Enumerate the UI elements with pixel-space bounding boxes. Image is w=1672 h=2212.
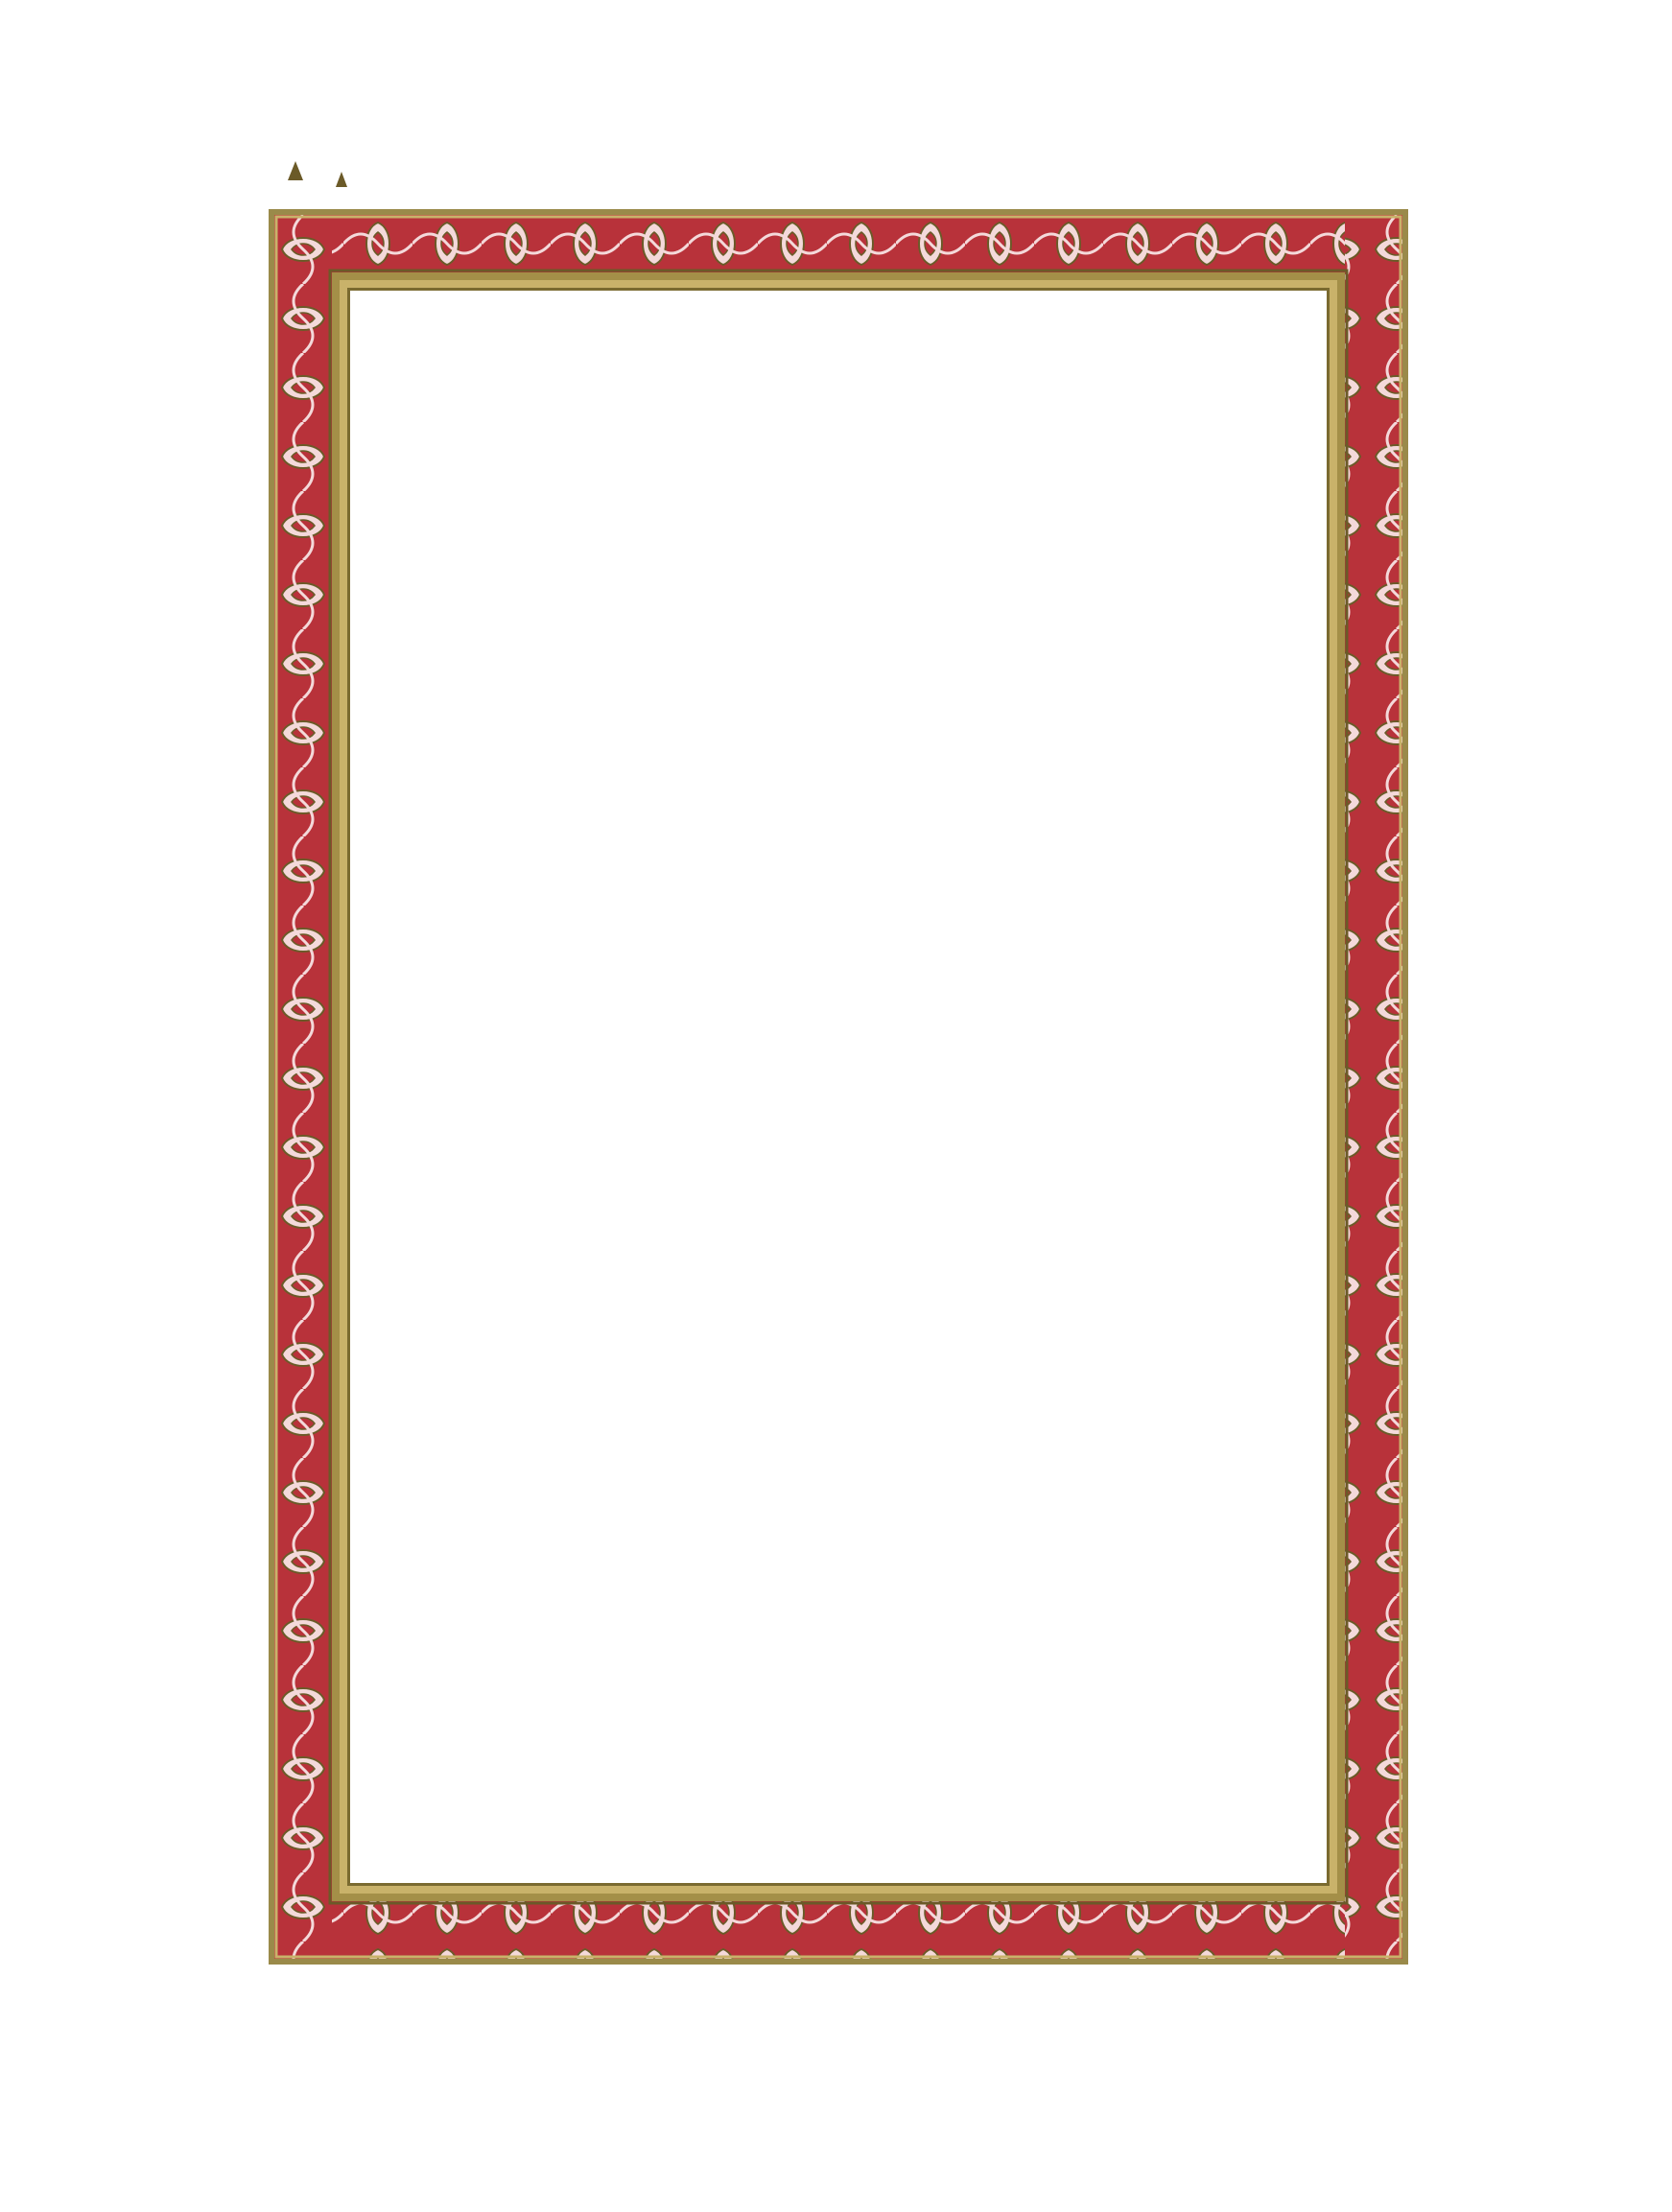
top-ticks xyxy=(288,161,347,187)
page-frame xyxy=(269,209,1408,1965)
text-panel xyxy=(347,288,1330,1886)
inner-gold-border xyxy=(332,272,1345,1901)
verse-lines xyxy=(389,327,1288,1854)
